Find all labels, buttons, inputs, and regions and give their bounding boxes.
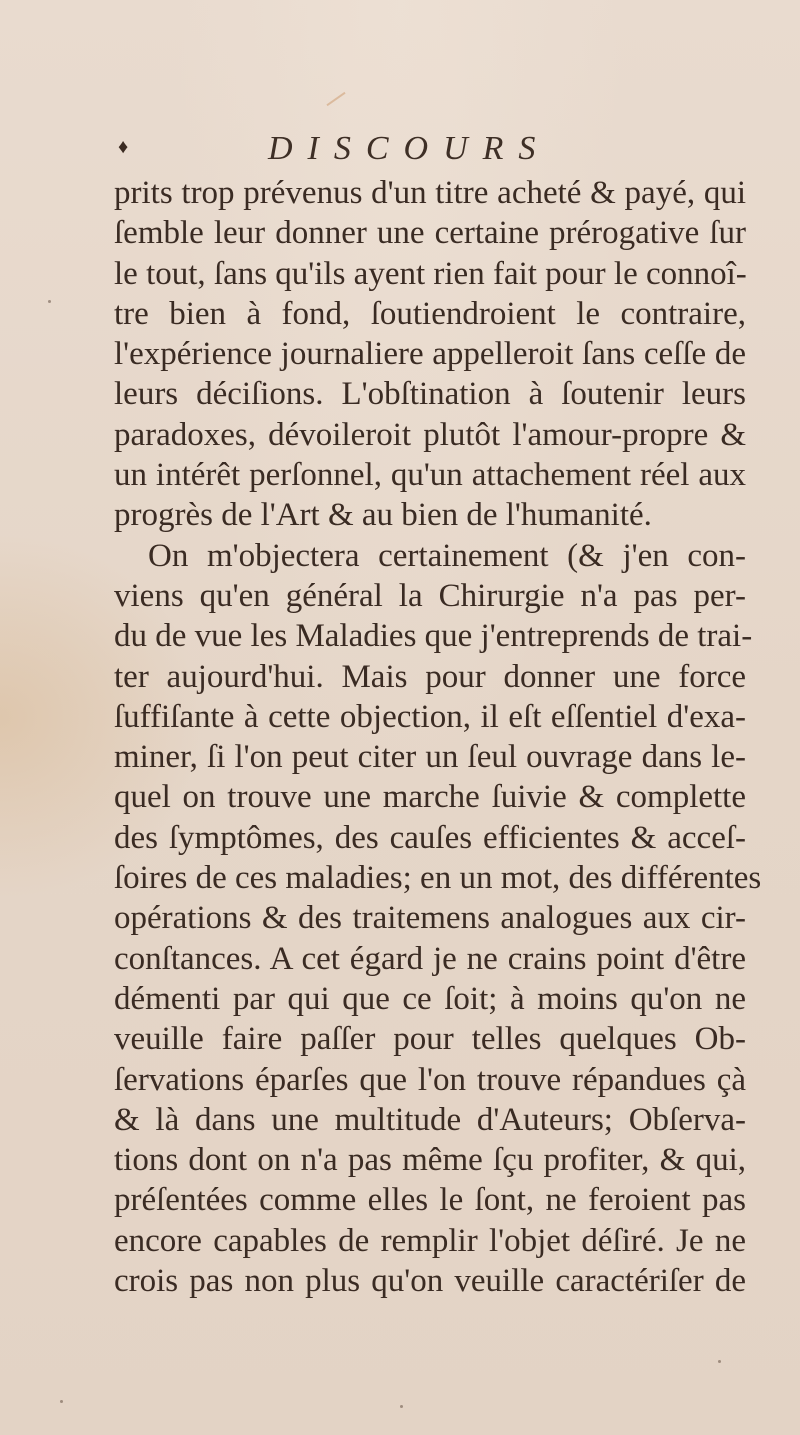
text-line: encore capables de remplir l'objet déſiré. Je ne — [114, 1222, 746, 1259]
text-line: ſemble leur donner une certaine prérogative ſur — [114, 215, 746, 252]
text-line: démenti par qui que ce ſoit; à moins qu'on ne — [114, 980, 746, 1017]
text-line: conſtances. A cet égard je ne crains point d'être — [114, 940, 746, 977]
text-line: préſentées comme elles le ſont, ne feroient pas — [114, 1182, 746, 1219]
text-line: ſuffiſante à cette objection, il eſt eſſentiel d'exa- — [114, 698, 746, 735]
text-line: miner, ſi l'on peut citer un ſeul ouvrage dans le- — [114, 739, 746, 776]
text-line: ſoires de ces maladies; en un mot, des différentes — [114, 860, 762, 897]
text-line: progrès de l'Art & au bien de l'humanité. — [114, 497, 652, 534]
text-line: du de vue les Maladies que j'entreprends de trai- — [114, 618, 753, 655]
text-line: prits trop prévenus d'un titre acheté & payé, qui — [114, 175, 746, 211]
paper-speck — [400, 1405, 403, 1408]
text-line: tre bien à fond, ſoutiendroient le contraire, — [114, 295, 746, 332]
paper-speck — [718, 1360, 721, 1363]
text-line: le tout, ſans qu'ils ayent rien fait pour le connoî- — [114, 255, 747, 292]
text-line: veuille faire paſſer pour telles quelques Ob- — [114, 1021, 746, 1058]
ornament-icon: ♦ — [118, 136, 129, 158]
running-head-title: DISCOURS — [268, 130, 551, 167]
text-line: un intérêt perſonnel, qu'un attachement réel aux — [114, 457, 746, 494]
text-line: viens qu'en général la Chirurgie n'a pas per- — [114, 577, 746, 614]
body-text — [114, 173, 762, 1301]
text-line: quel on trouve une marche ſuivie & complette — [114, 779, 746, 816]
text-line: crois pas non plus qu'on veuille caractériſer de — [114, 1263, 746, 1300]
text-line: leurs déciſions. L'obſtination à ſoutenir leurs — [114, 376, 746, 413]
text-line: des ſymptômes, des cauſes efficientes & acceſ- — [114, 819, 746, 856]
text-line: ter aujourd'hui. Mais pour donner une force — [114, 658, 746, 695]
text-line: ſervations éparſes que l'on trouve répandues çà — [114, 1061, 746, 1098]
paper-stain — [326, 92, 345, 106]
text-line: On m'objectera certainement (& j'en con- — [148, 537, 746, 574]
text-line: l'expérience journaliere appelleroit ſans ceſſe de — [114, 336, 746, 373]
paper-speck — [60, 1400, 63, 1403]
text-line: tions dont on n'a pas même ſçu profiter, & qui, — [114, 1142, 746, 1179]
paper-speck — [48, 300, 51, 303]
text-line: opérations & des traitemens analogues aux cir- — [114, 900, 746, 937]
text-line: paradoxes, dévoileroit plutôt l'amour-propre & — [114, 416, 746, 453]
text-line: & là dans une multitude d'Auteurs; Obſerva- — [114, 1101, 746, 1138]
running-head — [0, 130, 800, 170]
